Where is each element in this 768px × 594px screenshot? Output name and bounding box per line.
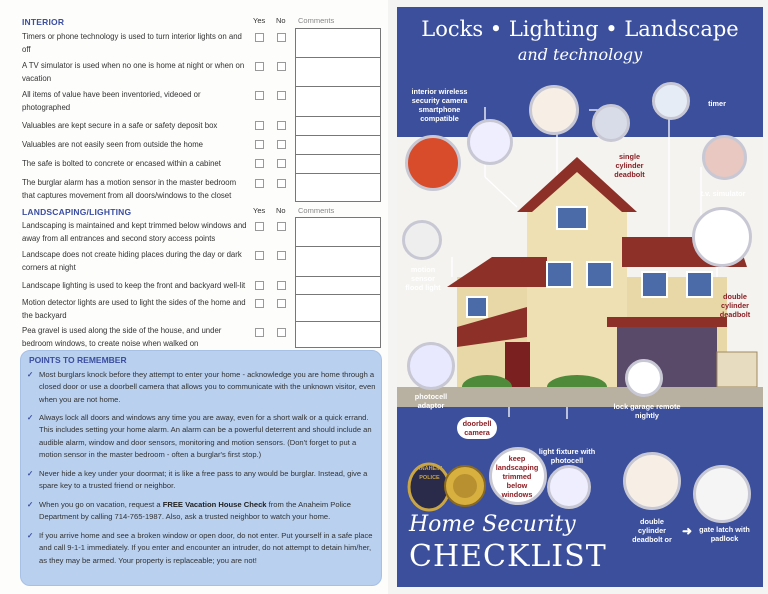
yes-checkbox[interactable] [255, 179, 264, 188]
yes-checkbox[interactable] [255, 328, 264, 337]
interior-comments-header: Comments [298, 16, 335, 25]
yes-checkbox[interactable] [255, 62, 264, 71]
yes-checkbox[interactable] [255, 91, 264, 100]
smartphone-icon [467, 119, 513, 165]
point-item [27, 468, 377, 493]
tv-sim-label: t.v. simulator [700, 189, 746, 198]
comment-divider [295, 173, 381, 174]
point-text: Always lock all doors and windows any time you are away, even for a short walk or a quick errand. This includes setting your home alarm. An alarm can be a powerful deterrent and should include an audible alarm, window and door sensors, monitoring and motion sensors. (Don't forget to put a motion sensor in the master bedroom - often a burglar's first stop.) [39, 413, 372, 459]
floodlight-icon [402, 220, 442, 260]
comment-divider [295, 86, 381, 87]
no-checkbox[interactable] [277, 299, 286, 308]
double-deadbolt-or-label: double cylinder deadbolt or [632, 517, 672, 544]
point-text: Never hide a key under your doormat; it is like a free pass to any would be burglar. Instead, give a spare key to a trusted friend or neighbor. [39, 469, 368, 491]
no-checkbox[interactable] [277, 140, 286, 149]
no-checkbox[interactable] [277, 222, 286, 231]
point-text: If you arrive home and see a broken window or open door, do not enter. Put yourself in a safe place and call 9-1-1 immediately. If you enter and encounter an intruder, do not attempt to detain him/her, as they may be armed. Your property is replaceable; you are not! [39, 531, 373, 565]
point-text: Most burglars knock before they attempt to enter your home - acknowledge you are home through a closed door or use a doorbell camera that allows you to communicate with the unknown visitor, even when you are not home. [39, 370, 376, 404]
interior-item: The safe is bolted to concrete or encased within a cabinet [22, 159, 221, 168]
checklist-title-1: Home Security [409, 512, 576, 537]
badge-text: ANAHEIM POLICE [416, 466, 443, 481]
point-item [27, 499, 377, 524]
comment-divider [295, 116, 381, 117]
points-to-remember [20, 350, 382, 586]
interior-item: All items of value have been inventoried, videoed or photographed [22, 90, 201, 112]
interior-item: A TV simulator is used when no one is home at night or when on vacation [22, 61, 245, 83]
yes-checkbox[interactable] [255, 251, 264, 260]
gate-latch-icon [693, 465, 751, 523]
point-bold-text: FREE Vacation House Check [162, 500, 267, 509]
photocell-label: photocell adaptor [414, 392, 448, 410]
comment-divider [295, 57, 381, 58]
comment-divider [295, 276, 381, 277]
lightbulb-icon [407, 342, 455, 390]
landscaping-item: Landscape does not create hiding places during the day or dark corners at night [22, 250, 242, 272]
landscaping-comments-header: Comments [298, 206, 335, 215]
checkmark-icon: ✓ [27, 413, 34, 422]
comment-divider [295, 154, 381, 155]
interior-comments-box[interactable] [295, 28, 381, 202]
no-checkbox[interactable] [277, 62, 286, 71]
landscaping-item: Landscape lighting is used to keep the front and backyard well-lit [22, 281, 246, 290]
no-checkbox[interactable] [277, 33, 286, 42]
light-fixture-icon [547, 465, 591, 509]
interior-yes-header: Yes [253, 16, 266, 25]
comment-divider [295, 135, 381, 136]
interior-title: INTERIOR [22, 17, 65, 27]
header-line-1: Locks • Lighting • Landscape [421, 17, 739, 41]
no-checkbox[interactable] [277, 251, 286, 260]
checkmark-icon: ✓ [27, 531, 34, 540]
yes-checkbox[interactable] [255, 33, 264, 42]
no-checkbox[interactable] [277, 121, 286, 130]
door-icon [529, 85, 579, 135]
interior-item: Valuables are kept secure in a safe or safety deposit box [22, 121, 218, 130]
doorbell-label: doorbell camera [457, 417, 497, 439]
yes-checkbox[interactable] [255, 159, 264, 168]
header-line-2: and technology [517, 45, 643, 64]
yes-checkbox[interactable] [255, 121, 264, 130]
timer-label: timer [708, 99, 726, 108]
yes-checkbox[interactable] [255, 140, 264, 149]
checkmark-icon: ✓ [27, 370, 34, 379]
no-checkbox[interactable] [277, 91, 286, 100]
point-text: from the Anaheim Police Department by calling 714-765-1987. Also, ask a trusted neighbor to watch your home. [39, 500, 351, 522]
single-deadbolt-label: single cylinder deadbolt [614, 152, 645, 179]
landscaping-item: Motion detector lights are used to light the sides of the home and the backyard [22, 298, 246, 320]
camera-icon [405, 135, 461, 191]
gate-latch-label: gate latch with padlock [699, 525, 750, 543]
yes-checkbox[interactable] [255, 299, 264, 308]
double-deadbolt-icon [623, 452, 681, 510]
motion-label: motion sensor flood light [405, 265, 441, 292]
light-fixture-label: light fixture with photocell [538, 447, 596, 465]
yes-checkbox[interactable] [255, 222, 264, 231]
checkmark-icon: ✓ [27, 469, 34, 478]
point-item [27, 369, 377, 406]
comment-divider [295, 321, 381, 322]
landscaping-title: LANDSCAPING/LIGHTING [22, 207, 132, 217]
camera-label: interior wireless security camera smartphone compatible [411, 87, 468, 123]
point-text: When you go on vacation, request a [39, 500, 163, 509]
landscaping-no-header: No [276, 206, 286, 215]
point-item [27, 412, 377, 461]
brochure-cover [397, 7, 763, 587]
landscaping-item: Landscaping is maintained and kept trimmed below windows and away from all entrances and second story access points [22, 221, 247, 243]
point-item [27, 530, 377, 567]
comment-divider [295, 294, 381, 295]
arrow-right-icon: ➜ [681, 524, 693, 538]
interior-item: The burglar alarm has a motion sensor in the master bedroom that captures movement from all doors/windows to the closet [22, 178, 237, 200]
garage-remote-label: lock garage remote nightly [613, 402, 681, 420]
timer-icon [652, 82, 690, 120]
no-checkbox[interactable] [277, 179, 286, 188]
garage-remote-icon [625, 359, 663, 397]
points-title: POINTS TO REMEMBER [29, 355, 127, 365]
landscaping-comments-box[interactable] [295, 217, 381, 348]
comment-divider [295, 246, 381, 247]
landscaping-item: Pea gravel is used along the side of the house, and under bedroom windows, to create noise when walked on [22, 326, 222, 348]
checkmark-icon: ✓ [27, 500, 34, 509]
keep-landscaping-label: keep landscaping trimmed below windows [495, 454, 539, 499]
yes-checkbox[interactable] [255, 281, 264, 290]
no-checkbox[interactable] [277, 281, 286, 290]
landscaping-yes-header: Yes [253, 206, 266, 215]
interior-item: Timers or phone technology is used to turn interior lights on and off [22, 32, 242, 54]
tv-simulator-icon [702, 135, 747, 180]
checklist-title-2: CHECKLIST [409, 539, 607, 574]
no-checkbox[interactable] [277, 328, 286, 337]
double-door-icon [692, 207, 752, 267]
interior-item: Valuables are not easily seen from outside the home [22, 140, 204, 149]
deadbolt-icon [592, 104, 630, 142]
interior-no-header: No [276, 16, 286, 25]
double-deadbolt-label: double cylinder deadbolt [719, 292, 751, 319]
no-checkbox[interactable] [277, 159, 286, 168]
